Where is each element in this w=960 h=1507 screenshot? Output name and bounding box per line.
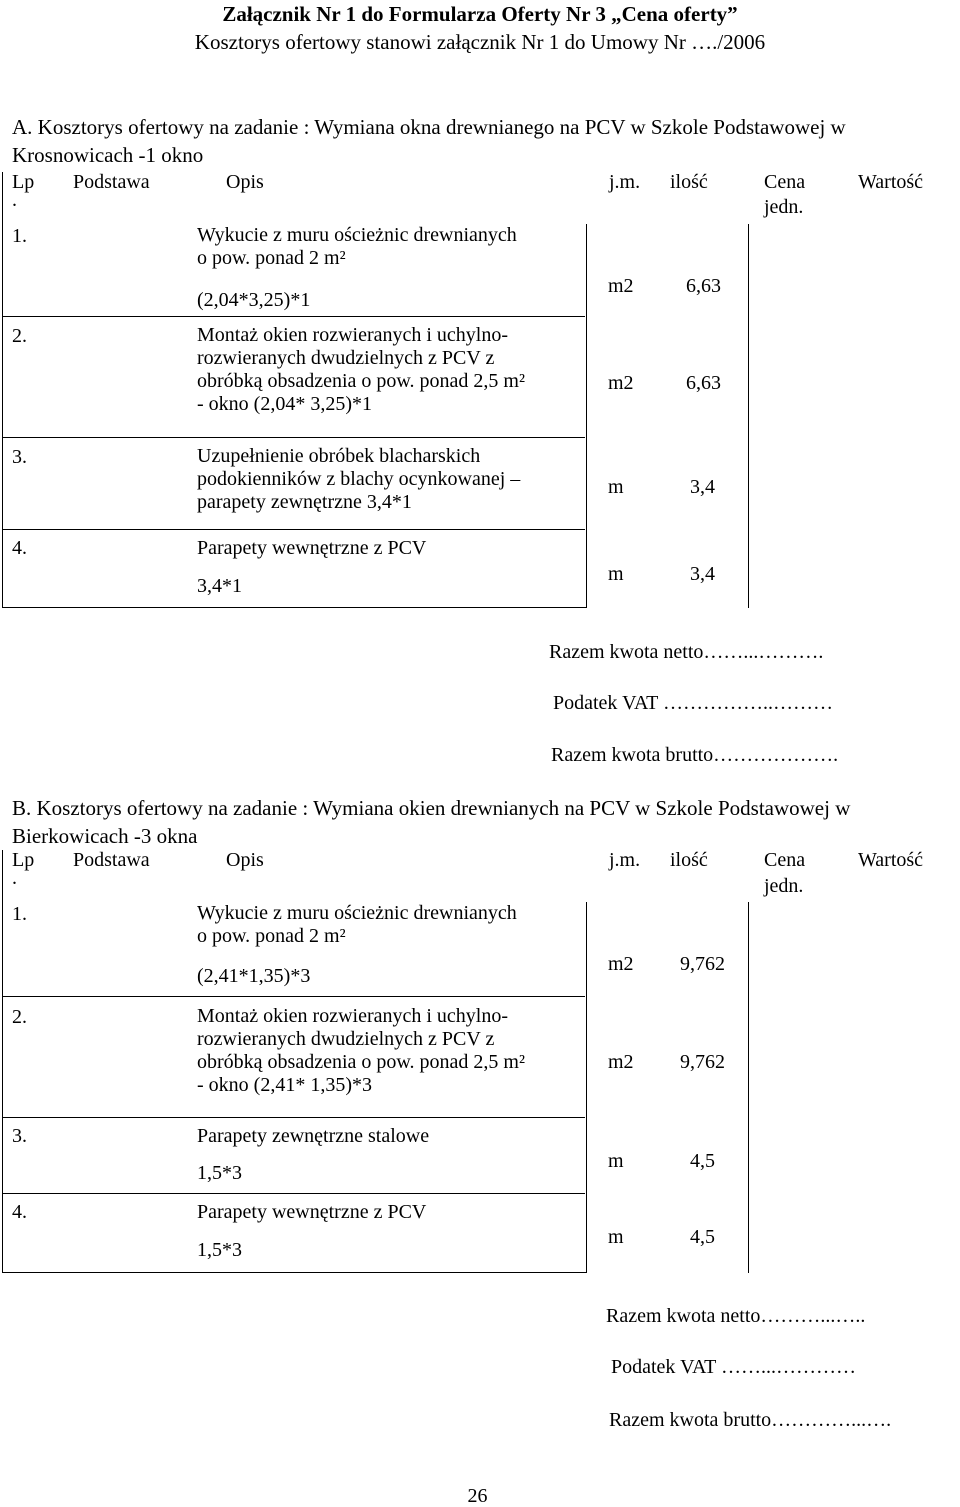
row-divider (2, 316, 585, 317)
row-quantity: 3,4 (690, 563, 715, 585)
row-quantity: 9,762 (680, 1051, 725, 1073)
row-unit: m (608, 1150, 624, 1172)
col-podstawa-header: Podstawa (73, 849, 150, 871)
row-calculation: 3,4*1 (197, 575, 242, 597)
row-description: Parapety wewnętrzne z PCV (197, 1201, 427, 1223)
row-calculation: (2,41*1,35)*3 (197, 965, 311, 987)
row-lp: 1. (12, 225, 27, 247)
section-b-brutto: Razem kwota brutto…………...…. (609, 1409, 892, 1431)
page-number: 26 (467, 1485, 488, 1507)
col-opis-header: Opis (226, 849, 264, 871)
row-description: Montaż okien rozwieranych i uchylno- rozwieranych dwudzielnych z PCV z obróbką obsadzenia o pow. ponad 2,5 m² - okno (2,41* 1,35)*3 (197, 1005, 525, 1096)
row-divider (2, 1117, 585, 1118)
col-jm-header: j.m. (609, 171, 641, 193)
col-jm-header: j.m. (609, 849, 641, 871)
section-a-title: A. Kosztorys ofertowy na zadanie : Wymiana okna drewnianego na PCV w Szkole Podstawowej w Krosnowicach -1 okno (12, 115, 846, 167)
row-lp: 2. (12, 1006, 27, 1028)
row-unit: m (608, 1226, 624, 1248)
table-bottom-border (2, 1272, 587, 1273)
col-cena-header-2: jedn. (764, 196, 804, 218)
col-lp-dot: . (12, 867, 17, 889)
row-description: Parapety zewnętrzne stalowe (197, 1125, 430, 1147)
col-wartosc-header: Wartość (858, 849, 924, 871)
row-lp: 3. (12, 1125, 27, 1147)
col-ilosc-header: ilość (670, 171, 708, 193)
col-opis-header: Opis (226, 171, 264, 193)
row-quantity: 6,63 (686, 275, 721, 297)
section-a-vat: Podatek VAT ……………..……… (553, 692, 834, 714)
row-lp: 4. (12, 537, 27, 559)
table-left-border (2, 172, 3, 608)
row-quantity: 6,63 (686, 372, 721, 394)
row-quantity: 4,5 (690, 1226, 715, 1248)
row-lp: 3. (12, 446, 27, 468)
row-description: Wykucie z muru ościeżnic drewnianych o pow. ponad 2 m² (197, 224, 517, 269)
row-quantity: 9,762 (680, 953, 725, 975)
row-quantity: 3,4 (690, 476, 715, 498)
row-lp: 2. (12, 325, 27, 347)
row-unit: m2 (608, 275, 634, 297)
row-divider (2, 437, 585, 438)
row-calculation: (2,04*3,25)*1 (197, 289, 311, 311)
col-ilosc-header: ilość (670, 849, 708, 871)
col-cena-header-2: jedn. (764, 875, 804, 897)
col-cena-header: Cena (764, 849, 806, 871)
col-lp-header: Lp (12, 849, 35, 871)
attachment-title: Załącznik Nr 1 do Formularza Oferty Nr 3 „Cena oferty” (222, 2, 738, 26)
col-podstawa-header: Podstawa (73, 171, 150, 193)
col-cena-header: Cena (764, 171, 806, 193)
section-a-brutto: Razem kwota brutto………………. (551, 744, 839, 766)
section-a-netto: Razem kwota netto……...………. (549, 641, 824, 663)
row-unit: m2 (608, 372, 634, 394)
row-divider (2, 996, 585, 997)
row-divider (2, 529, 585, 530)
row-description: Montaż okien rozwieranych i uchylno- rozwieranych dwudzielnych z PCV z obróbką obsadzenia o pow. ponad 2,5 m² - okno (2,04* 3,25)*1 (197, 324, 525, 415)
column-divider (748, 902, 749, 1273)
table-bottom-border (2, 607, 587, 608)
row-unit: m (608, 476, 624, 498)
col-lp-header: Lp (12, 171, 35, 193)
table-left-border (2, 850, 3, 1273)
section-b-vat: Podatek VAT ……...………… (611, 1356, 857, 1378)
row-calculation: 1,5*3 (197, 1162, 242, 1184)
row-description: Parapety wewnętrzne z PCV (197, 537, 427, 559)
col-lp-dot: . (12, 189, 17, 211)
column-divider (586, 902, 587, 1273)
section-b-netto: Razem kwota netto………...….. (606, 1305, 866, 1327)
row-lp: 4. (12, 1201, 27, 1223)
column-divider (748, 224, 749, 608)
section-b-title: B. Kosztorys ofertowy na zadanie : Wymiana okien drewnianych na PCV w Szkole Podstawowej w Bierkowicach -3 okna (12, 796, 851, 848)
column-divider (586, 224, 587, 608)
col-wartosc-header: Wartość (858, 171, 924, 193)
row-description: Uzupełnienie obróbek blacharskich podokienników z blachy ocynkowanej – parapety zewnętrzne 3,4*1 (197, 445, 521, 513)
attachment-subtitle: Kosztorys ofertowy stanowi załącznik Nr 1 do Umowy Nr …./2006 (194, 30, 766, 54)
row-description: Wykucie z muru ościeżnic drewnianych o pow. ponad 2 m² (197, 902, 517, 947)
row-unit: m2 (608, 953, 634, 975)
row-unit: m (608, 563, 624, 585)
row-calculation: 1,5*3 (197, 1239, 242, 1261)
row-quantity: 4,5 (690, 1150, 715, 1172)
row-divider (2, 1193, 585, 1194)
row-unit: m2 (608, 1051, 634, 1073)
row-lp: 1. (12, 903, 27, 925)
